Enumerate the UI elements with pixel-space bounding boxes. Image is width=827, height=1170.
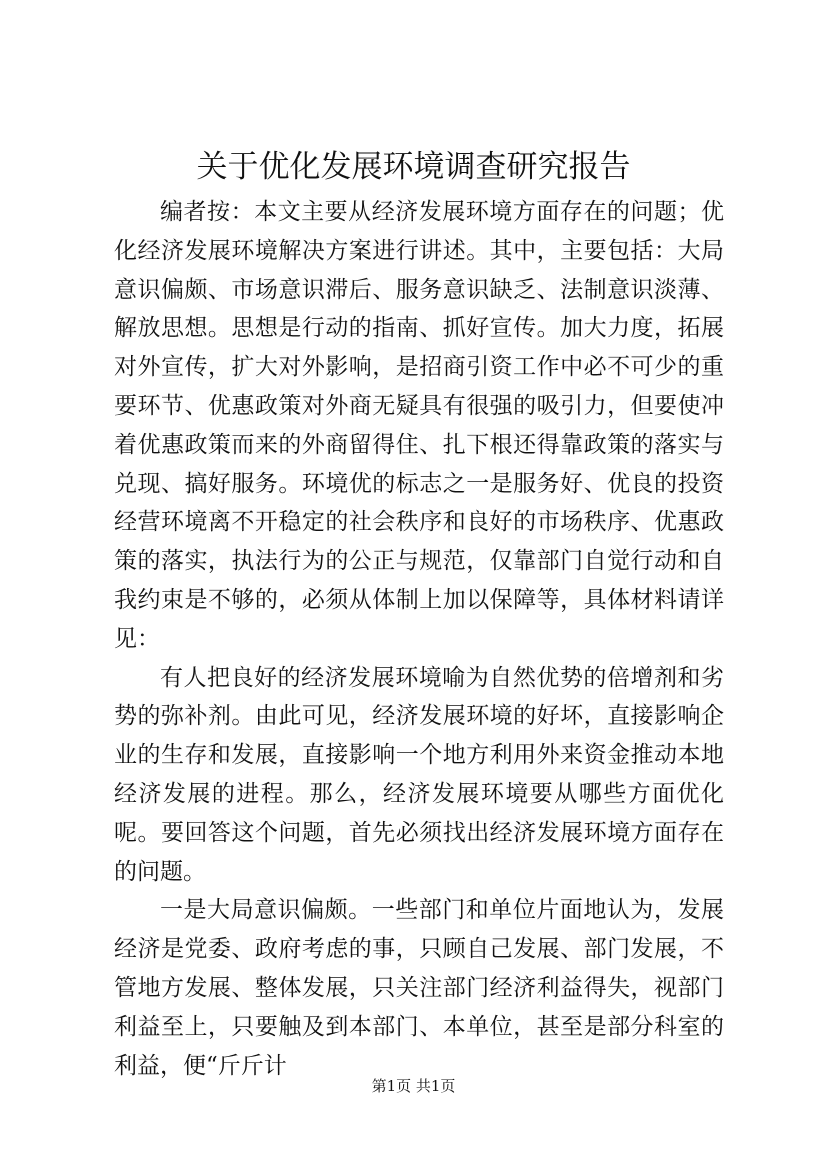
paragraph-introduction: 有人把良好的经济发展环境喻为自然优势的倍增剂和劣势的弥补剂。由此可见，经济发展环境的好坏，直接影响企业的生存和发展，直接影响一个地方利用外来资金推动本地经济发展的进程。那么，经济发展环境要从哪些方面优化呢。要回答这个问题，首先必须找出经济发展环境方面存在的问题。	[114, 664, 724, 885]
page-number-footer: 第1页 共1页	[371, 1077, 456, 1095]
document-body	[114, 193, 724, 1079]
paragraph-first-issue: 一是大局意识偏颇。一些部门和单位片面地认为，发展经济是党委、政府考虑的事，只顾自己发展、部门发展，不管地方发展、整体发展，只关注部门经济利益得失，视部门利益至上，只要触及到本部门、本单位，甚至是部分科室的利益，便“斤斤计	[114, 897, 724, 1079]
paragraph-editor-note: 编者按：本文主要从经济发展环境方面存在的问题；优化经济发展环境解决方案进行讲述。其中，主要包括：大局意识偏颇、市场意识滞后、服务意识缺乏、法制意识淡薄、解放思想。思想是行动的指南、抓好宣传。加大力度，拓展对外宣传，扩大对外影响，是招商引资工作中必不可少的重要环节、优惠政策对外商无疑具有很强的吸引力，但要使冲着优惠政策而来的外商留得住、扎下根还得靠政策的落实与兑现、搞好服务。环境优的标志之一是服务好、优良的投资经营环境离不开稳定的社会秩序和良好的市场秩序、优惠政策的落实，执法行为的公正与规范，仅靠部门自觉行动和自我约束是不够的，必须从体制上加以保障等，具体材料请详见：	[114, 199, 724, 652]
document-title: 关于优化发展环境调查研究报告	[196, 149, 631, 185]
